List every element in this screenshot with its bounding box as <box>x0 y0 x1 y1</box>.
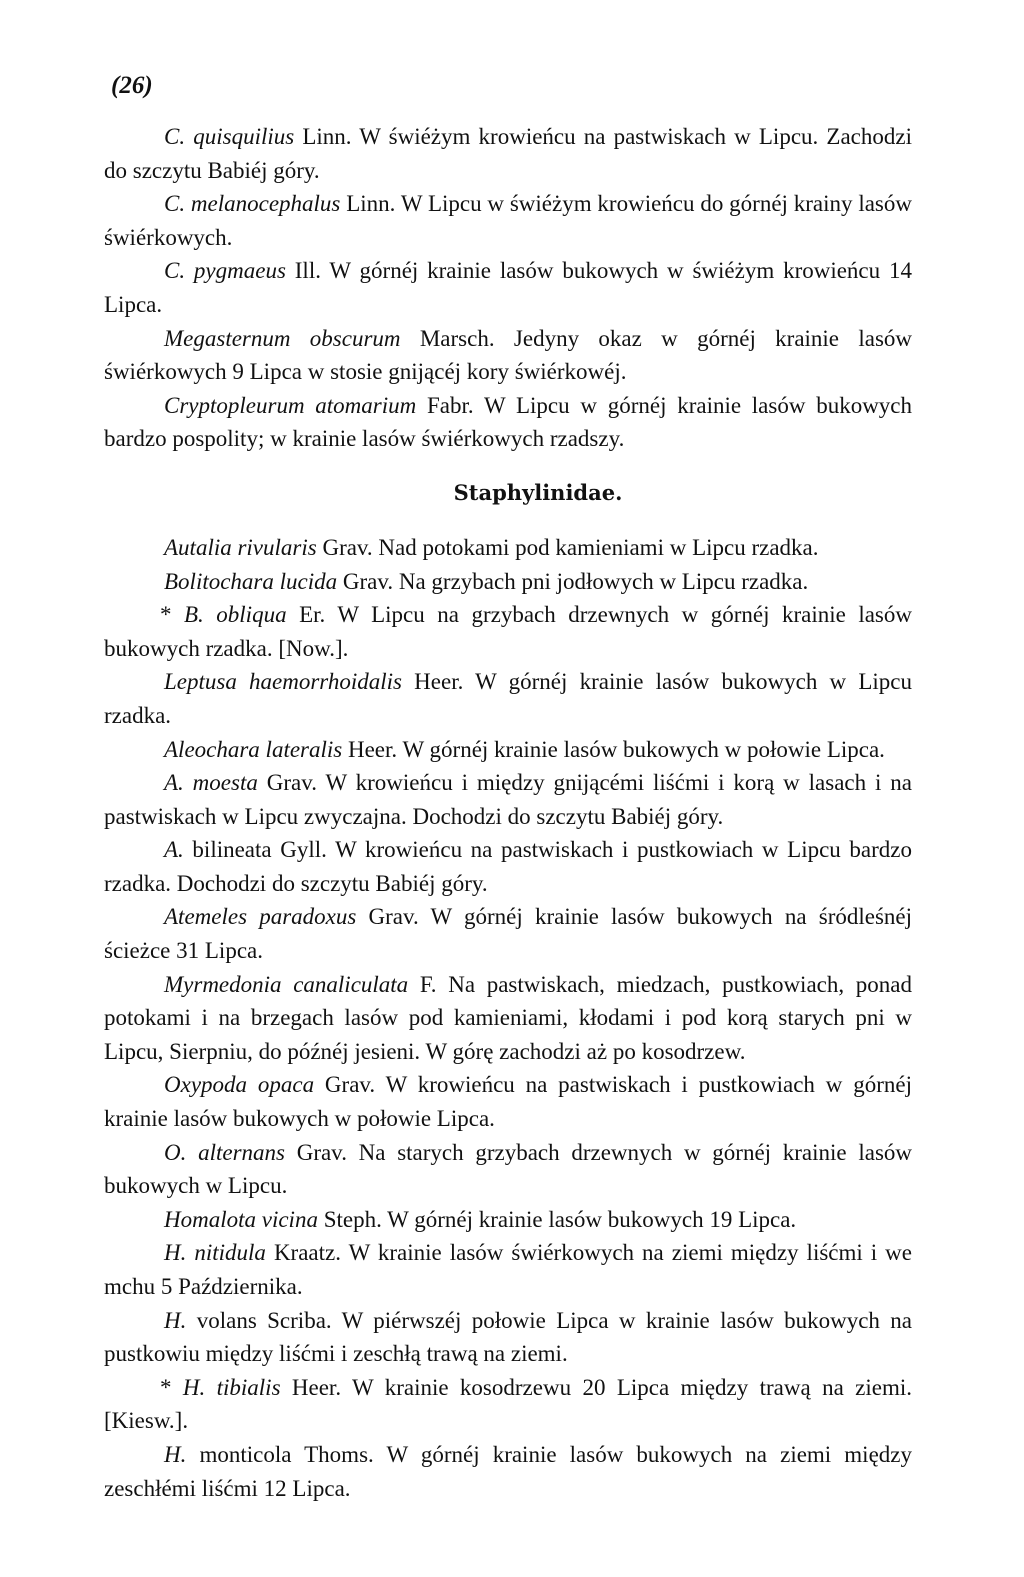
taxon-name: Leptusa haemorrhoidalis <box>164 669 402 695</box>
entry-description: Steph. W górnéj krainie lasów bukowych 19 Lipca. <box>317 1206 797 1232</box>
taxon-name: C. pygmaeus <box>164 258 286 284</box>
taxon-name: Bolitochara lucida <box>164 568 338 594</box>
entry-description: Grav. Na grzybach pni jodłowych w Lipcu rzadka. <box>337 568 809 594</box>
taxon-name: Megasternum obscurum <box>164 325 401 351</box>
species-entry <box>104 968 912 1069</box>
section-heading: Staphylinidae. <box>453 479 623 505</box>
species-entry <box>104 254 912 321</box>
taxon-name: H. nitidula <box>164 1240 266 1266</box>
taxon-name: Myrmedonia canaliculata <box>164 971 409 997</box>
entry-description: Fabr. W Lipcu w górnéj krainie lasów bukowych bardzo pospolity; w krainie lasów świérkowych rzadszy. <box>104 392 913 452</box>
entry-description: Ill. W górnéj krainie lasów bukowych w świéżym krowieńcu 14 Lipca. <box>104 258 912 317</box>
page-number: (26) <box>111 72 153 99</box>
taxon-name: H. <box>164 1307 187 1333</box>
taxon-name: O. alternans <box>164 1139 285 1165</box>
entry-description: bilineata Gyll. W krowieńcu na pastwiskach i pustkowiach w Lipcu bardzo rzadka. Dochodzi do szczytu Babiéj góry. <box>104 837 912 896</box>
entry-description: Heer. W górnéj krainie lasów bukowych w połowie Lipca. <box>342 736 885 762</box>
species-entry <box>104 1136 912 1203</box>
species-entry <box>104 1304 912 1371</box>
entry-description: Grav. W krowieńcu i między gnijącémi liśćmi i korą w lasach i na pastwiskach w Lipcu zwyczajna. Dochodzi do szczytu Babiéj góry. <box>104 770 912 829</box>
entry-description: Linn. W Lipcu w świéżym krowieńcu do górnéj krainy lasów świérkowych. <box>104 191 912 250</box>
entry-description: volans Scriba. W piérwszéj połowie Lipca w krainie lasów bukowych na pustkowiu między liśćmi i zeschłą trawą na ziemi. <box>104 1307 912 1367</box>
species-entry <box>104 665 912 732</box>
species-entry <box>104 1236 912 1303</box>
entry-description: Linn. W świéżym krowieńcu na pastwiskach w Lipcu. Zachodzi do szczytu Babiéj góry. <box>104 124 912 183</box>
species-entry <box>104 766 912 833</box>
taxon-name: Autalia rivularis <box>164 534 317 560</box>
entry-description: monticola Thoms. W górnéj krainie lasów bukowych na ziemi między zeschłémi liśćmi 12 Lipca. <box>104 1441 912 1501</box>
taxon-name: A. moesta <box>164 770 258 796</box>
taxon-name: Aleochara lateralis <box>164 736 343 762</box>
species-entry <box>104 1371 912 1438</box>
taxon-name: B. obliqua <box>184 602 287 628</box>
species-entry <box>104 598 912 665</box>
species-entry <box>104 120 912 187</box>
species-entry <box>104 322 912 389</box>
species-entry <box>104 1438 912 1505</box>
taxon-name: Atemeles paradoxus <box>164 904 357 930</box>
entry-description: Heer. W górnéj krainie lasów bukowych w Lipcu rzadka. <box>104 669 912 728</box>
entries-group-top <box>104 120 912 456</box>
entry-description: Er. W Lipcu na grzybach drzewnych w górnéj krainie lasów bukowych rzadka. [Now.]. <box>104 602 912 661</box>
taxon-name: H. tibialis <box>182 1374 281 1400</box>
taxon-name: H. <box>164 1441 187 1467</box>
entry-description: Grav. Nad potokami pod kamieniami w Lipcu rzadka. <box>316 534 819 560</box>
text-body <box>104 120 912 1505</box>
entry-description: Heer. W krainie kosodrzewu 20 Lipca między trawą na ziemi. [Kiesw.]. <box>104 1374 913 1434</box>
taxon-name: Homalota vicina <box>164 1206 318 1232</box>
species-entry <box>104 389 912 456</box>
entry-description: Kraatz. W krainie lasów świérkowych na ziemi między liśćmi i we mchu 5 Października. <box>104 1240 912 1299</box>
species-entry <box>104 733 912 767</box>
taxon-name: C. melanocephalus <box>164 191 341 217</box>
species-entry <box>104 833 912 900</box>
entries-group-staphylinidae <box>104 531 912 1505</box>
asterisk-marker: * <box>160 602 184 628</box>
taxon-name: A. <box>164 837 184 863</box>
species-entry <box>104 1068 912 1135</box>
entry-description: Marsch. Jedyny okaz w górnéj krainie lasów świérkowych 9 Lipca w stosie gnijącéj kory świérkowéj. <box>104 325 913 385</box>
asterisk-marker: * <box>160 1374 183 1400</box>
entry-description: Grav. W krowieńcu na pastwiskach i pustkowiach w górnéj krainie lasów bukowych w połowie Lipca. <box>104 1072 912 1132</box>
entry-description: Grav. Na starych grzybach drzewnych w górnéj krainie lasów bukowych w Lipcu. <box>104 1139 912 1199</box>
entry-description: Grav. W górnéj krainie lasów bukowych na śródleśnéj ścieżce 31 Lipca. <box>104 904 912 964</box>
species-entry <box>104 900 912 967</box>
species-entry <box>104 1203 912 1237</box>
species-entry <box>104 531 912 565</box>
taxon-name: Oxypoda opaca <box>164 1072 315 1098</box>
taxon-name: Cryptopleurum atomarium <box>164 392 417 418</box>
taxon-name: C. quisquilius <box>164 124 295 149</box>
entry-description: F. Na pastwiskach, miedzach, pustkowiach, ponad potokami i na brzegach lasów pod kamieniami, kłodami i pod korą starych pni w Lipcu, Sierpniu, do późnéj jesieni. W górę zachodzi aż po kosodrzew. <box>104 971 912 1064</box>
species-entry <box>104 565 912 599</box>
species-entry <box>104 187 912 254</box>
